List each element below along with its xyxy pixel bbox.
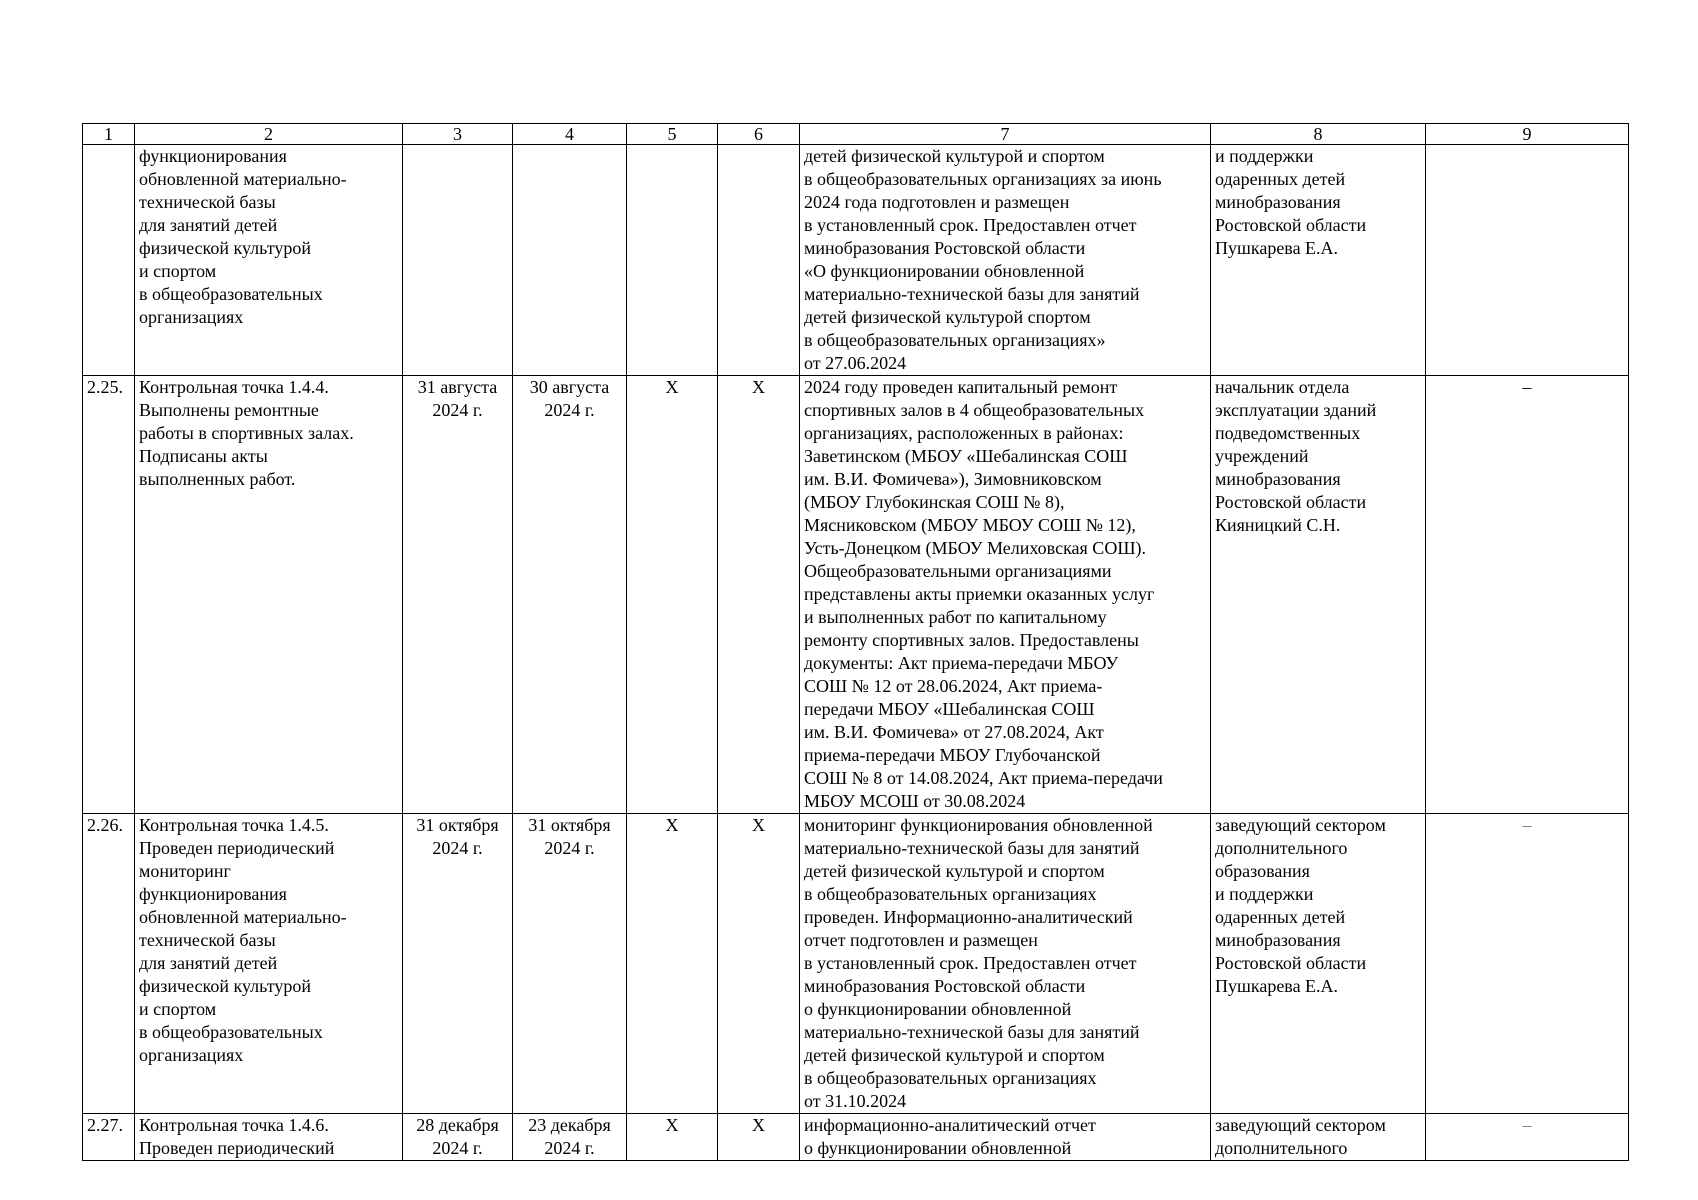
responsible-text: [1215, 814, 1421, 998]
text-line: приема-передачи МБОУ Глубочанской: [804, 745, 1101, 765]
fact-date-cell: [513, 1114, 627, 1161]
text-line: 2024 году проведен капитальный ремонт: [804, 377, 1118, 397]
text-line: для занятий детей: [139, 953, 278, 973]
text-line: в установленный срок. Предоставлен отчет: [804, 215, 1137, 235]
fact-date-cell: [513, 376, 627, 814]
text-line: и спортом: [139, 999, 217, 1019]
col9-cell: [1426, 145, 1629, 376]
col5-cell: Х: [627, 376, 718, 814]
text-line: Проведен периодический: [139, 838, 335, 858]
text-line: мониторинг функционирования обновленной: [804, 815, 1153, 835]
col9-cell: [1426, 376, 1629, 814]
plan-date-text: [407, 1114, 508, 1160]
text-line: 2024 г.: [544, 1138, 595, 1158]
result-text: [804, 376, 1206, 813]
text-line: мониторинг: [139, 861, 231, 881]
text-line: отчет подготовлен и размещен: [804, 930, 1038, 950]
header-cell-6: 6: [718, 124, 800, 145]
text-line: заведующий сектором: [1215, 815, 1386, 835]
text-line: в общеобразовательных организациях: [804, 1068, 1097, 1088]
text-line: 2024 г.: [544, 838, 595, 858]
text-line: работы в спортивных залах.: [139, 423, 354, 443]
header-cell-7: 7: [800, 124, 1211, 145]
text-line: 2024 г.: [432, 1138, 483, 1158]
text-line: и поддержки: [1215, 884, 1314, 904]
text-line: Усть-Донецком (МБОУ Мелиховская СОШ).: [804, 538, 1146, 558]
text-line: детей физической культурой и спортом: [804, 1045, 1105, 1065]
header-cell-9: 9: [1426, 124, 1629, 145]
text-line: минобразования: [1215, 192, 1341, 212]
fact-date-text: [517, 376, 622, 422]
text-line: организациях, расположенных в районах:: [804, 423, 1124, 443]
text-line: обновленной материально-: [139, 169, 347, 189]
event-name-text: [139, 376, 398, 491]
header-cell-8: 8: [1211, 124, 1426, 145]
col5-cell: [627, 145, 718, 376]
event-name-cell: [135, 376, 403, 814]
text-line: в общеобразовательных: [139, 1022, 323, 1042]
text-line: Проведен периодический: [139, 1138, 335, 1158]
event-name-text: [139, 1114, 398, 1160]
header-cell-1: 1: [83, 124, 135, 145]
table-row: [83, 1114, 1629, 1161]
result-text: [804, 814, 1206, 1113]
header-cell-5: 5: [627, 124, 718, 145]
text-line: Ростовской области: [1215, 215, 1367, 235]
text-line: Контрольная точка 1.4.6.: [139, 1115, 329, 1135]
responsible-cell: [1211, 145, 1426, 376]
dash-mark: –: [1522, 815, 1532, 835]
text-line: 31 октября: [528, 815, 611, 835]
text-line: 2024 г.: [432, 400, 483, 420]
result-text: [804, 1114, 1206, 1160]
text-line: спортивных залов в 4 общеобразовательных: [804, 400, 1145, 420]
text-line: Контрольная точка 1.4.5.: [139, 815, 329, 835]
text-line: подведомственных: [1215, 423, 1361, 443]
col6-cell: Х: [718, 814, 800, 1114]
text-line: «О функционировании обновленной: [804, 261, 1085, 281]
responsible-cell: [1211, 814, 1426, 1114]
text-line: физической культурой: [139, 976, 311, 996]
text-line: СОШ № 8 от 14.08.2024, Акт приема-передачи: [804, 768, 1163, 788]
text-line: о функционировании обновленной: [804, 999, 1072, 1019]
text-line: 2024 г.: [432, 838, 483, 858]
text-line: технической базы: [139, 930, 276, 950]
text-line: детей физической культурой спортом: [804, 307, 1091, 327]
col5-cell: Х: [627, 1114, 718, 1161]
text-line: Кияницкий С.Н.: [1215, 515, 1341, 535]
responsible-text: [1215, 376, 1421, 537]
text-line: 2024 г.: [544, 400, 595, 420]
text-line: материально-технической базы для занятий: [804, 284, 1140, 304]
text-line: учреждений: [1215, 446, 1309, 466]
text-line: дополнительного: [1215, 838, 1348, 858]
text-line: в общеобразовательных организациях»: [804, 330, 1106, 350]
text-line: Общеобразовательными организациями: [804, 561, 1112, 581]
text-line: ремонту спортивных залов. Предоставлены: [804, 630, 1139, 650]
plan-date-cell: [403, 145, 513, 376]
text-line: Мясниковском (МБОУ МБОУ СОШ № 12),: [804, 515, 1136, 535]
responsible-cell: [1211, 1114, 1426, 1161]
text-line: (МБОУ Глубокинская СОШ № 8),: [804, 492, 1065, 512]
text-line: им. В.И. Фомичева»), Зимовниковском: [804, 469, 1102, 489]
row-number-cell: [83, 145, 135, 376]
result-cell: [800, 814, 1211, 1114]
text-line: о функционировании обновленной: [804, 1138, 1072, 1158]
plan-date-text: [407, 814, 508, 860]
text-line: Выполнены ремонтные: [139, 400, 319, 420]
text-line: организациях: [139, 307, 244, 327]
event-name-text: [139, 814, 398, 1067]
fact-date-text: [517, 814, 622, 860]
result-cell: [800, 376, 1211, 814]
text-line: дополнительного: [1215, 1138, 1348, 1158]
text-line: для занятий детей: [139, 215, 278, 235]
text-line: обновленной материально-: [139, 907, 347, 927]
plan-date-text: [407, 376, 508, 422]
text-line: минобразования: [1215, 930, 1341, 950]
text-line: им. В.И. Фомичева» от 27.08.2024, Акт: [804, 722, 1104, 742]
header-cell-2: 2: [135, 124, 403, 145]
text-line: физической культурой: [139, 238, 311, 258]
responsible-text: [1215, 145, 1421, 260]
text-line: минобразования Ростовской области: [804, 976, 1086, 996]
text-line: функционирования: [139, 146, 287, 166]
text-line: 2024 года подготовлен и размещен: [804, 192, 1070, 212]
responsible-text: [1215, 1114, 1421, 1160]
col6-cell: Х: [718, 1114, 800, 1161]
text-line: организациях: [139, 1045, 244, 1065]
text-line: и спортом: [139, 261, 217, 281]
text-line: выполненных работ.: [139, 469, 296, 489]
row-number-cell: 2.26.: [83, 814, 135, 1114]
text-line: 31 октября: [416, 815, 499, 835]
header-row: [83, 124, 1629, 145]
table-row: [83, 145, 1629, 376]
text-line: в общеобразовательных: [139, 284, 323, 304]
event-name-cell: [135, 145, 403, 376]
event-name-cell: [135, 1114, 403, 1161]
text-line: образования: [1215, 861, 1310, 881]
text-line: одаренных детей: [1215, 907, 1346, 927]
text-line: Подписаны акты: [139, 446, 268, 466]
text-line: Ростовской области: [1215, 492, 1367, 512]
dash-mark: –: [1522, 1115, 1532, 1135]
result-text: [804, 145, 1206, 375]
plan-date-cell: [403, 1114, 513, 1161]
plan-date-cell: [403, 814, 513, 1114]
plan-date-cell: [403, 376, 513, 814]
text-line: Контрольная точка 1.4.4.: [139, 377, 329, 397]
text-line: 28 декабря: [416, 1115, 499, 1135]
col9-cell: [1426, 814, 1629, 1114]
text-line: в общеобразовательных организациях: [804, 884, 1097, 904]
text-line: и поддержки: [1215, 146, 1314, 166]
text-line: документы: Акт приема-передачи МБОУ: [804, 653, 1119, 673]
text-line: детей физической культурой и спортом: [804, 861, 1105, 881]
text-line: заведующий сектором: [1215, 1115, 1386, 1135]
col5-cell: Х: [627, 814, 718, 1114]
fact-date-text: [517, 1114, 622, 1160]
text-line: и выполненных работ по капитальному: [804, 607, 1107, 627]
text-line: представлены акты приемки оказанных услуг: [804, 584, 1155, 604]
text-line: в установленный срок. Предоставлен отчет: [804, 953, 1137, 973]
col6-cell: Х: [718, 376, 800, 814]
header-cell-4: 4: [513, 124, 627, 145]
header-cell-3: 3: [403, 124, 513, 145]
text-line: минобразования Ростовской области: [804, 238, 1086, 258]
table-row: [83, 376, 1629, 814]
text-line: проведен. Информационно-аналитический: [804, 907, 1133, 927]
text-line: материально-технической базы для занятий: [804, 1022, 1140, 1042]
responsible-cell: [1211, 376, 1426, 814]
text-line: СОШ № 12 от 28.06.2024, Акт приема-: [804, 676, 1103, 696]
col6-cell: [718, 145, 800, 376]
text-line: от 31.10.2024: [804, 1091, 907, 1111]
event-name-text: [139, 145, 398, 329]
row-number-cell: 2.27.: [83, 1114, 135, 1161]
text-line: детей физической культурой и спортом: [804, 146, 1105, 166]
text-line: Пушкарева Е.А.: [1215, 976, 1339, 996]
row-number-cell: 2.25.: [83, 376, 135, 814]
text-line: от 27.06.2024: [804, 353, 907, 373]
text-line: технической базы: [139, 192, 276, 212]
text-line: в общеобразовательных организациях за июнь: [804, 169, 1162, 189]
result-cell: [800, 1114, 1211, 1161]
text-line: 30 августа: [529, 377, 610, 397]
result-cell: [800, 145, 1211, 376]
fact-date-cell: [513, 814, 627, 1114]
text-line: Заветинском (МБОУ «Шебалинская СОШ: [804, 446, 1128, 466]
text-line: минобразования: [1215, 469, 1341, 489]
text-line: Пушкарева Е.А.: [1215, 238, 1339, 258]
event-name-cell: [135, 814, 403, 1114]
dash-mark: –: [1522, 377, 1532, 397]
text-line: информационно-аналитический отчет: [804, 1115, 1096, 1135]
text-line: передачи МБОУ «Шебалинская СОШ: [804, 699, 1095, 719]
text-line: 31 августа: [417, 377, 498, 397]
text-line: МБОУ МСОШ от 30.08.2024: [804, 791, 1026, 811]
fact-date-cell: [513, 145, 627, 376]
text-line: Ростовской области: [1215, 953, 1367, 973]
text-line: 23 декабря: [528, 1115, 611, 1135]
text-line: материально-технической базы для занятий: [804, 838, 1140, 858]
text-line: одаренных детей: [1215, 169, 1346, 189]
text-line: эксплуатации зданий: [1215, 400, 1377, 420]
text-line: функционирования: [139, 884, 287, 904]
col9-cell: [1426, 1114, 1629, 1161]
table-row: [83, 814, 1629, 1114]
text-line: начальник отдела: [1215, 377, 1350, 397]
report-table: [82, 123, 1629, 1161]
